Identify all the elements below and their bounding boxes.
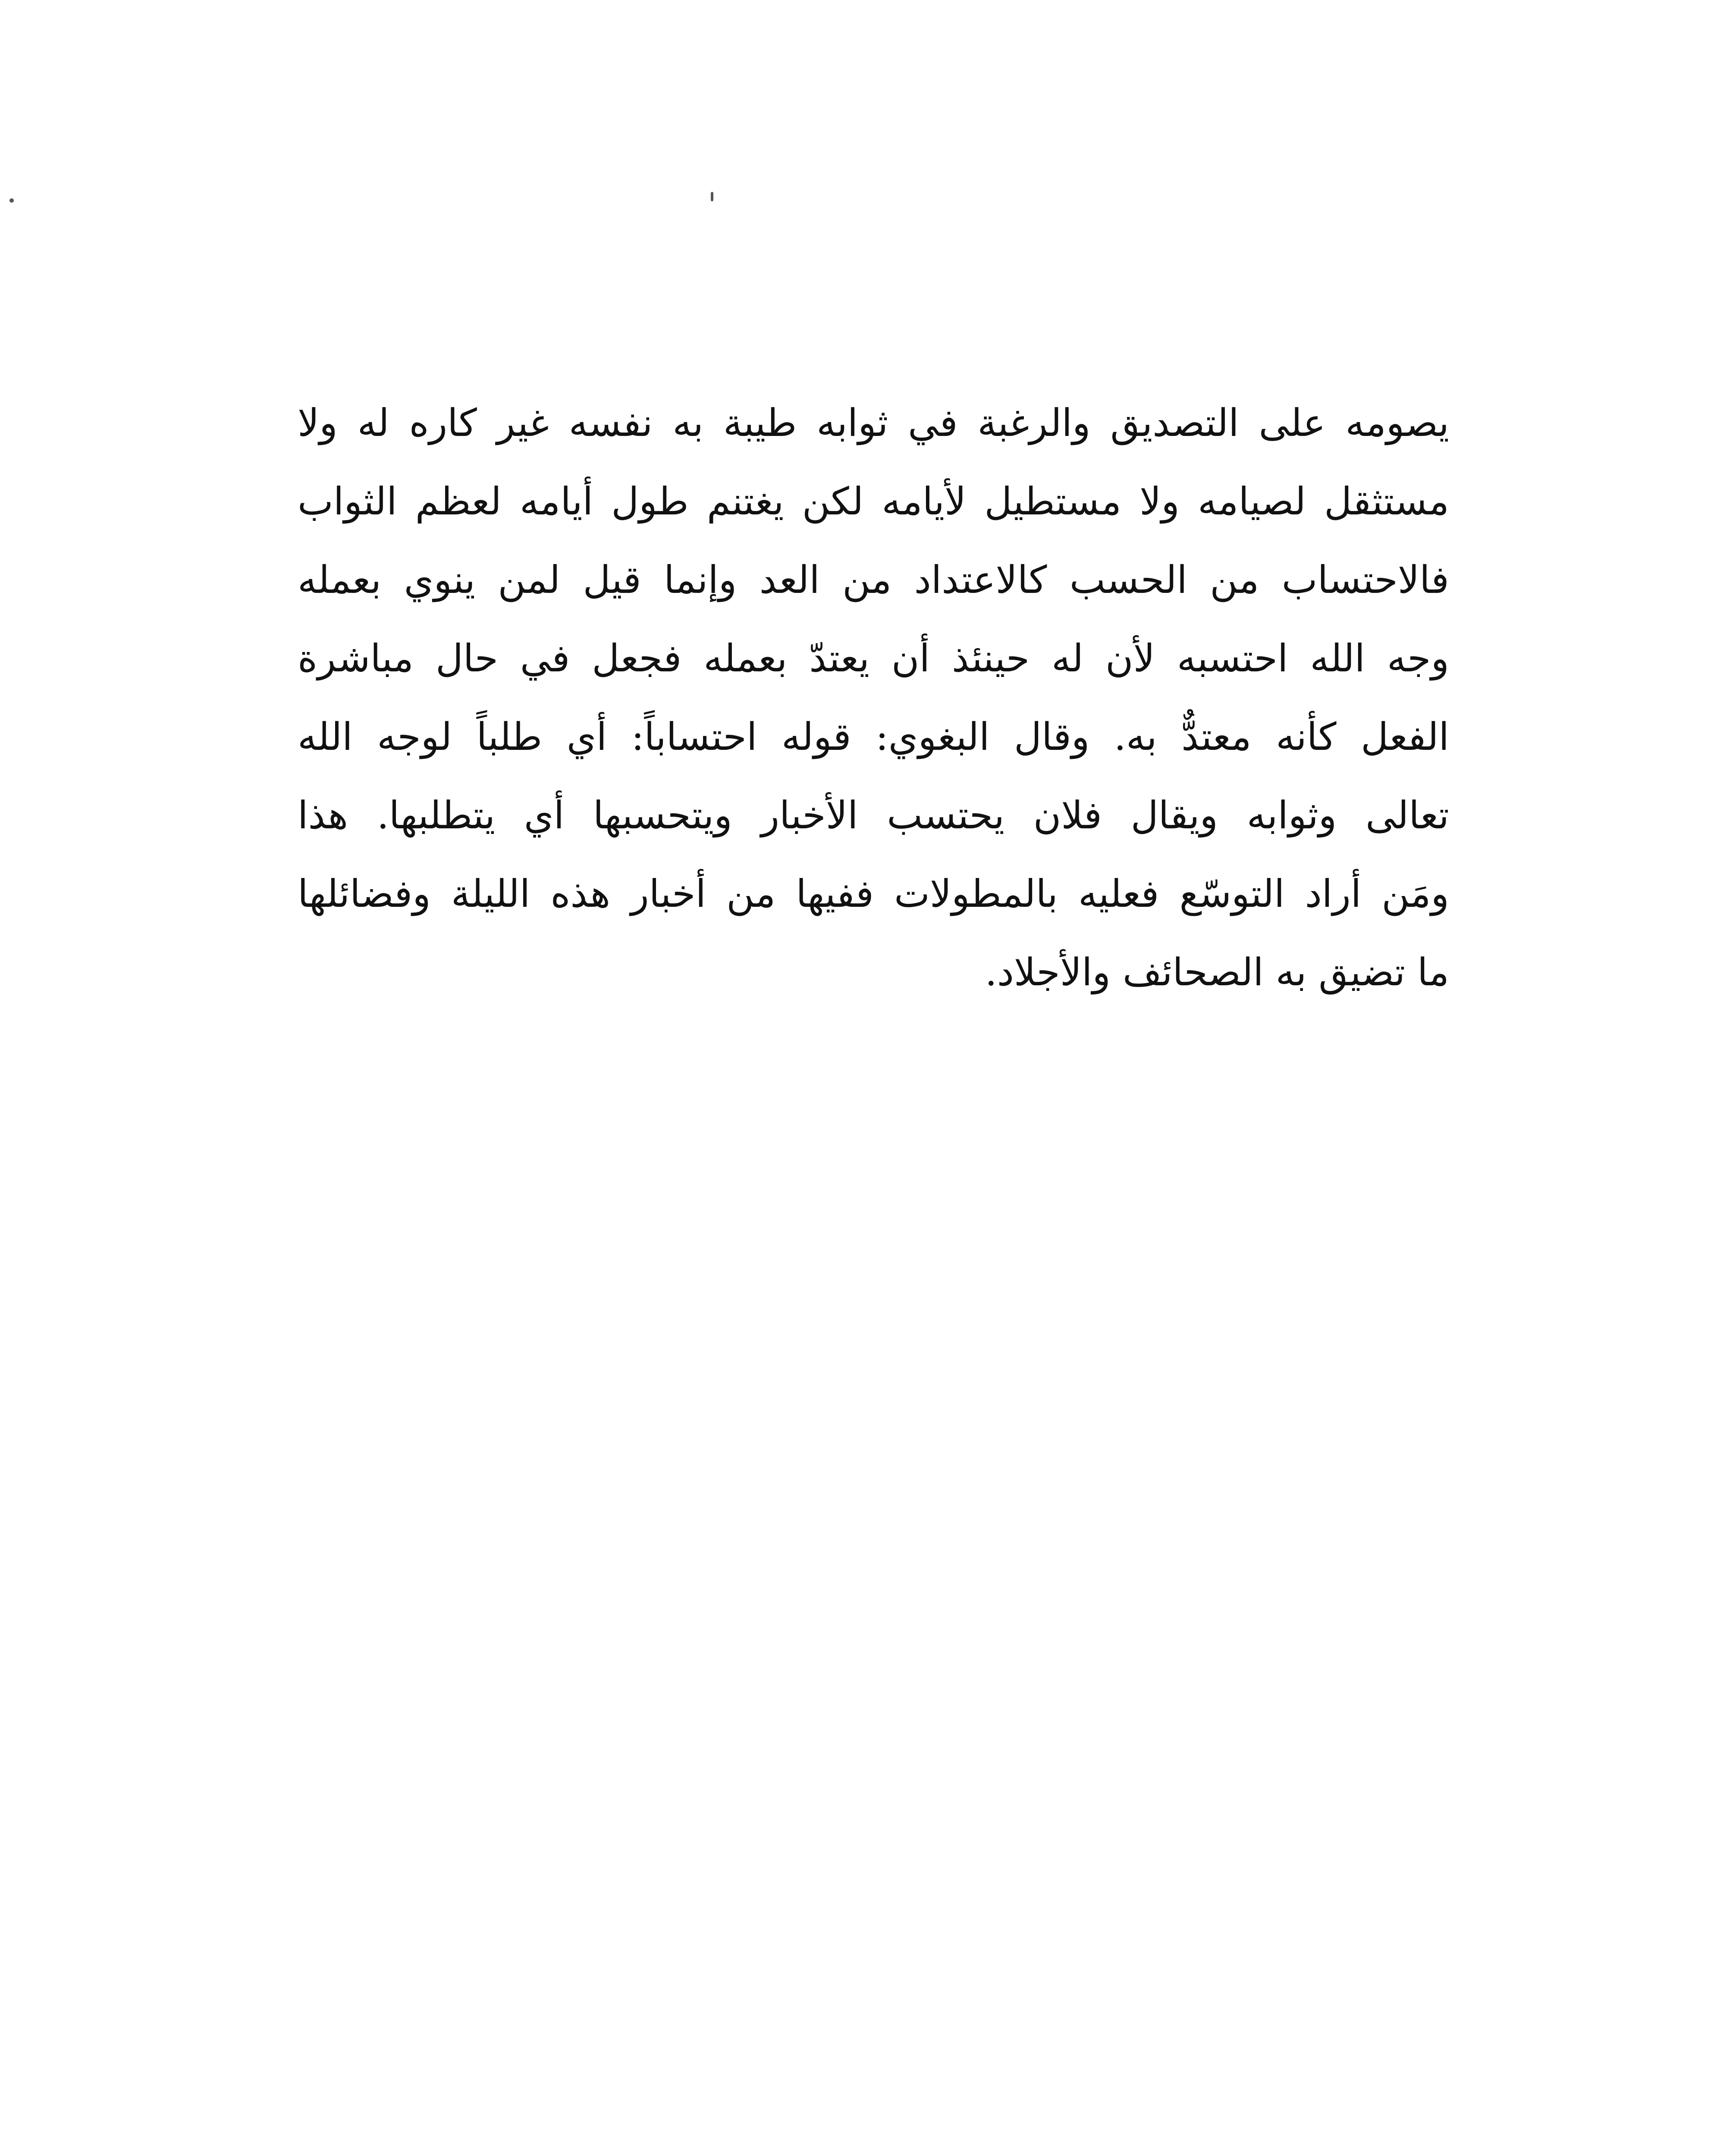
body-text — [298, 384, 1449, 1012]
text-line-6: تعالى وثوابه ويقال فلان يحتسب الأخبار ويتحسبها أي يتطلبها. هذا — [298, 793, 1449, 837]
text-line-8: ما تضيق به الصحائف والأجلاد. — [985, 950, 1449, 994]
text-line-2: مستثقل لصيامه ولا مستطيل لأيامه لكن يغتنم طول أيامه لعظم الثواب — [298, 479, 1449, 523]
text-line-3: فالاحتساب من الحسب كالاعتداد من العد وإنما قيل لمن ينوي بعمله — [298, 558, 1449, 602]
text-line-4: وجه الله احتسبه لأن له حينئذ أن يعتدّ بعمله فجعل في حال مباشرة — [298, 636, 1449, 680]
scan-speck — [711, 192, 713, 201]
scan-speck — [9, 198, 14, 203]
text-line-1: يصومه على التصديق والرغبة في ثوابه طيبة به نفسه غير كاره له ولا — [298, 401, 1449, 445]
text-line-7: ومَن أراد التوسّع فعليه بالمطولات ففيها من أخبار هذه الليلة وفضائلها — [298, 871, 1449, 916]
text-line-5: الفعل كأنه معتدٌّ به. وقال البغوي: قوله احتساباً: أي طلباً لوجه الله — [298, 714, 1449, 759]
